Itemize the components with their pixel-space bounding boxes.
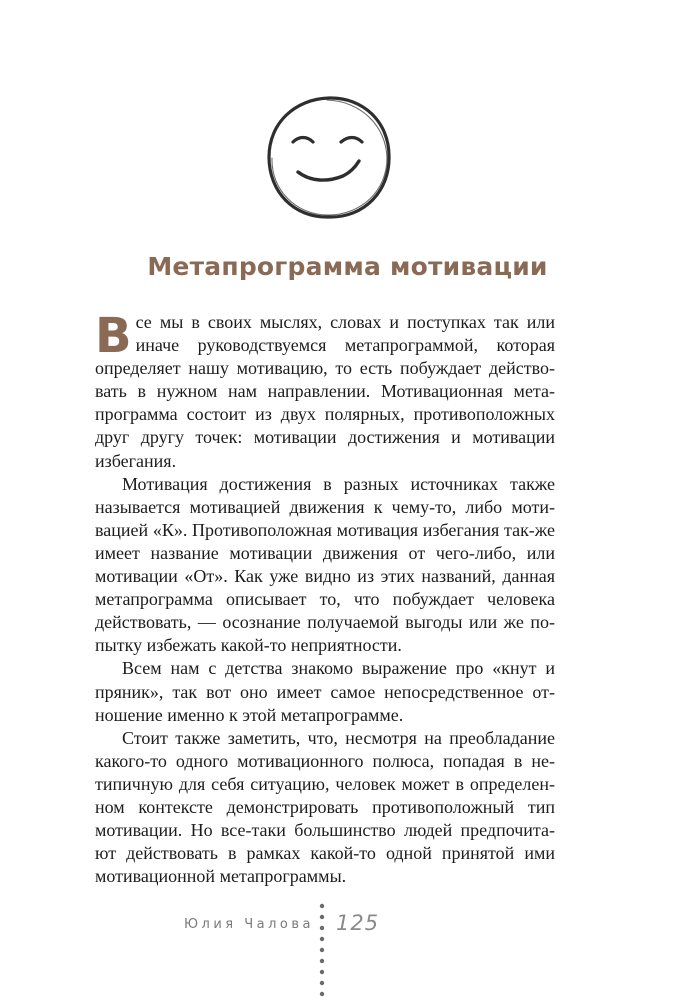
paragraph — [95, 308, 555, 473]
drop-cap: В — [95, 308, 132, 364]
chapter-title: Метапрограмма мотивации — [147, 252, 548, 281]
paragraph: Мотивация достижения в разных источниках также называется мотивацией движения к чему-то, либо моти-вацией «К». Противоположная мотивация избегания так-же имеет название мотивации движения от чего-либо, или мотивации «От». Как уже видно из этих названий, данная метапрограмма описывает то, что побуждает человека действовать, — осознание получаемой выгоды или же по-пытку избежать какой-то неприятности. — [95, 473, 555, 656]
page-number: 125 — [336, 911, 380, 935]
smiley-face-icon — [263, 92, 395, 224]
paragraph: Стоит также заметить, что, несмотря на преобладание какого-то одного мотивационного полюса, попадая в не-типичную для себя ситуацию, человек может в определен-ном контексте демонстрировать противоположный тип мотивации. Но все-таки большинство людей предпочита-ют действовать в рамках какой-то одной принятой ими мотивационной метапрограммы. — [95, 727, 555, 887]
body-text — [95, 308, 555, 888]
paragraph: Всем нам с детства знакомо выражение про «кнут и пряник», так вот оно имеет самое непосредственное от-ношение именно к этой метапрограмме. — [95, 658, 555, 725]
footer-author: Юлия Чалова — [183, 917, 314, 932]
dotted-divider — [319, 902, 325, 1000]
paragraph-text: се мы в своих мыслях, словах и поступках так или иначе руководствуемся метапрограммой, которая определяет нашу мотивацию, то есть побуждает действо-вать в нужном нам направлении. Мотивационная мета-программа состоит из двух полярных, противоположных друг другу точек: мотивации достижения и мотивации избегания. — [95, 312, 555, 471]
